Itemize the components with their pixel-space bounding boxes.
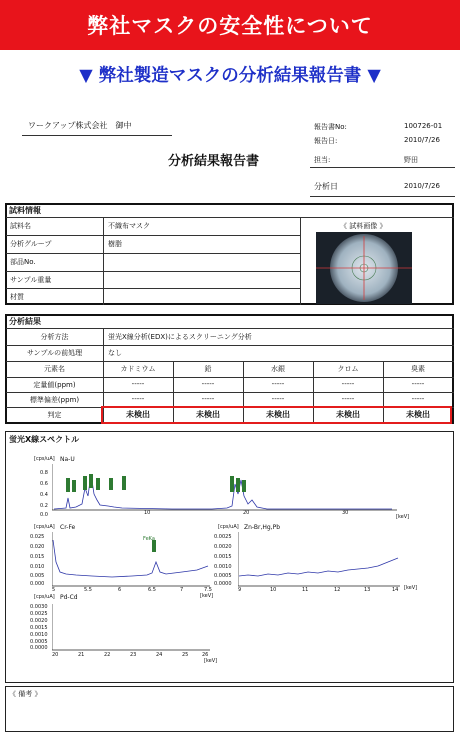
- znbr-unit: [cps/uA]: [218, 524, 239, 530]
- sample-row-label: 部品No.: [10, 258, 36, 266]
- pretreat-value: なし: [108, 349, 122, 357]
- x-tick: 14: [392, 587, 399, 593]
- judge-cell: 未検出: [126, 410, 150, 419]
- quant-cell: -----: [341, 380, 355, 388]
- quant-cell: -----: [201, 380, 215, 388]
- x-tick: 6: [118, 587, 122, 593]
- remarks-label: 《 備考 》: [9, 690, 42, 698]
- x-tick: 6.5: [148, 587, 156, 593]
- x-tick: 5.5: [84, 587, 92, 593]
- x-tick: 10: [270, 587, 277, 593]
- person: 野田: [404, 156, 418, 164]
- x-tick: 9: [238, 587, 242, 593]
- results-heading: 分析結果: [9, 317, 41, 326]
- method-value: 蛍光X線分析(EDX)によるスクリーニング分析: [108, 333, 252, 341]
- x-unit: [keV]: [404, 585, 418, 591]
- std-label: 標準偏差(ppm): [29, 396, 80, 404]
- recipient: ワークアップ株式会社 御中: [28, 121, 132, 130]
- analysis-date-label: 分析日: [314, 182, 338, 191]
- x-tick: 20: [52, 652, 59, 658]
- sample-row-value: 不織布マスク: [108, 222, 150, 230]
- y-tick: 0.020: [30, 544, 45, 550]
- x-unit: [keV]: [200, 593, 214, 599]
- report-date: 2010/7/26: [404, 136, 440, 144]
- sample-info-heading-line: [6, 217, 454, 218]
- pdcd-unit: [cps/uA]: [34, 594, 55, 600]
- y-tick: 0.2: [40, 503, 48, 509]
- analysis-report-document: [0, 104, 460, 733]
- y-tick: 0.0010: [214, 564, 232, 570]
- y-tick: 0.4: [40, 492, 48, 498]
- recipient-underline: [22, 135, 172, 136]
- x-unit: [keV]: [396, 514, 410, 520]
- y-tick: 0.0030: [30, 604, 48, 610]
- std-cell: -----: [271, 395, 285, 403]
- report-no: 100726-01: [404, 122, 443, 130]
- y-tick: 0.025: [30, 534, 45, 540]
- sample-image-label: 《 試料画像 》: [340, 222, 387, 230]
- y-tick: 0.0010: [30, 632, 48, 638]
- x-tick: 12: [334, 587, 341, 593]
- person-label: 担当:: [314, 156, 331, 164]
- main-spectrum-plot: [52, 464, 397, 514]
- spectrum-heading: 蛍光X線スペクトル: [9, 435, 80, 444]
- elements-label: 元素名: [44, 365, 65, 373]
- report-date-label: 報告日:: [314, 137, 338, 145]
- x-tick: 26: [202, 652, 209, 658]
- std-cell: -----: [201, 395, 215, 403]
- x-tick: 5: [52, 587, 56, 593]
- y-tick: 0.005: [30, 573, 45, 579]
- analysis-date: 2010/7/26: [404, 182, 440, 190]
- y-tick: 0.0025: [214, 534, 232, 540]
- report-subheading: ▼ 弊社製造マスクの分析結果報告書 ▼: [79, 66, 381, 86]
- crfe-spectrum-plot: [52, 532, 210, 588]
- person-underline: [310, 167, 455, 168]
- y-tick: 0.015: [30, 554, 45, 560]
- pretreat-label: サンプルの前処理: [26, 349, 83, 357]
- report-no-label: 報告書No:: [314, 123, 347, 131]
- std-cell: -----: [411, 395, 425, 403]
- crfe-unit: [cps/uA]: [34, 524, 55, 530]
- pdcd-spectrum-plot: [52, 604, 210, 652]
- judge-label: 判定: [47, 411, 62, 419]
- sample-row-label: サンプル重量: [10, 276, 52, 284]
- x-tick: 7: [180, 587, 184, 593]
- y-tick: 0.0: [40, 512, 48, 518]
- page-banner: [0, 0, 460, 50]
- x-tick: 13: [364, 587, 371, 593]
- element-cell: クロム: [337, 365, 359, 373]
- std-cell: -----: [341, 395, 355, 403]
- sample-row-label: 材質: [10, 293, 24, 301]
- element-cell: カドミウム: [120, 365, 156, 373]
- y-tick: 0.0005: [30, 639, 48, 645]
- y-tick: 0.0025: [30, 611, 48, 617]
- sample-image-divider: [300, 217, 301, 305]
- y-tick: 0.0000: [214, 581, 232, 587]
- sample-row-label: 分析グループ: [10, 240, 52, 248]
- sample-info-heading: 試料情報: [9, 206, 41, 215]
- znbr-spectrum-plot: [238, 532, 400, 588]
- x-tick: 10: [144, 510, 151, 516]
- main-range: Na-U: [60, 456, 75, 463]
- analysis-date-underline: [310, 196, 455, 197]
- element-cell: 水銀: [271, 365, 285, 373]
- y-tick: 0.010: [30, 564, 45, 570]
- report-title: 分析結果報告書: [168, 154, 260, 169]
- x-tick: 25: [182, 652, 189, 658]
- x-tick: 20: [243, 510, 250, 516]
- x-tick: 30: [342, 510, 349, 516]
- crfe-range: Cr-Fe: [60, 524, 76, 531]
- sample-row-value: 樹脂: [108, 240, 122, 248]
- x-unit: [keV]: [204, 658, 218, 664]
- quant-cell: -----: [131, 380, 145, 388]
- x-tick: 11: [302, 587, 309, 593]
- quant-cell: -----: [271, 380, 285, 388]
- remarks-panel: [5, 686, 454, 732]
- sample-row-label: 試料名: [10, 222, 31, 230]
- y-tick: 0.0020: [30, 618, 48, 624]
- method-label: 分析方法: [40, 333, 69, 341]
- x-tick: 22: [104, 652, 111, 658]
- y-tick: 0.8: [40, 470, 48, 476]
- x-tick: 23: [130, 652, 137, 658]
- y-tick: 0.000: [30, 581, 45, 587]
- judge-cell: 未検出: [406, 410, 430, 419]
- quant-cell: -----: [411, 380, 425, 388]
- banner-title: 弊社マスクの安全性について: [87, 14, 373, 38]
- main-unit: [cps/uA]: [34, 456, 55, 462]
- crfe-peak-label: FeKa: [143, 536, 155, 542]
- y-tick: 0.0015: [214, 554, 232, 560]
- std-cell: -----: [131, 395, 145, 403]
- sample-info-col-line: [103, 217, 104, 305]
- y-tick: 0.0020: [214, 544, 232, 550]
- y-tick: 0.6: [40, 481, 48, 487]
- judge-cell: 未検出: [196, 410, 220, 419]
- pdcd-range: Pd-Cd: [60, 594, 78, 601]
- judge-cell: 未検出: [336, 410, 360, 419]
- element-cell: 鉛: [204, 365, 212, 373]
- y-tick: 0.0000: [30, 645, 48, 651]
- x-tick: 21: [78, 652, 85, 658]
- quant-label: 定量値(ppm): [33, 381, 76, 389]
- y-tick: 0.0015: [30, 625, 48, 631]
- x-tick: 7.5: [204, 587, 212, 593]
- znbr-range: Zn-Br,Hg,Pb: [244, 524, 281, 531]
- y-tick: 0.0005: [214, 573, 232, 579]
- element-cell: 臭素: [411, 365, 425, 373]
- sample-image: [316, 232, 412, 304]
- x-tick: 24: [156, 652, 163, 658]
- judge-cell: 未検出: [266, 410, 290, 419]
